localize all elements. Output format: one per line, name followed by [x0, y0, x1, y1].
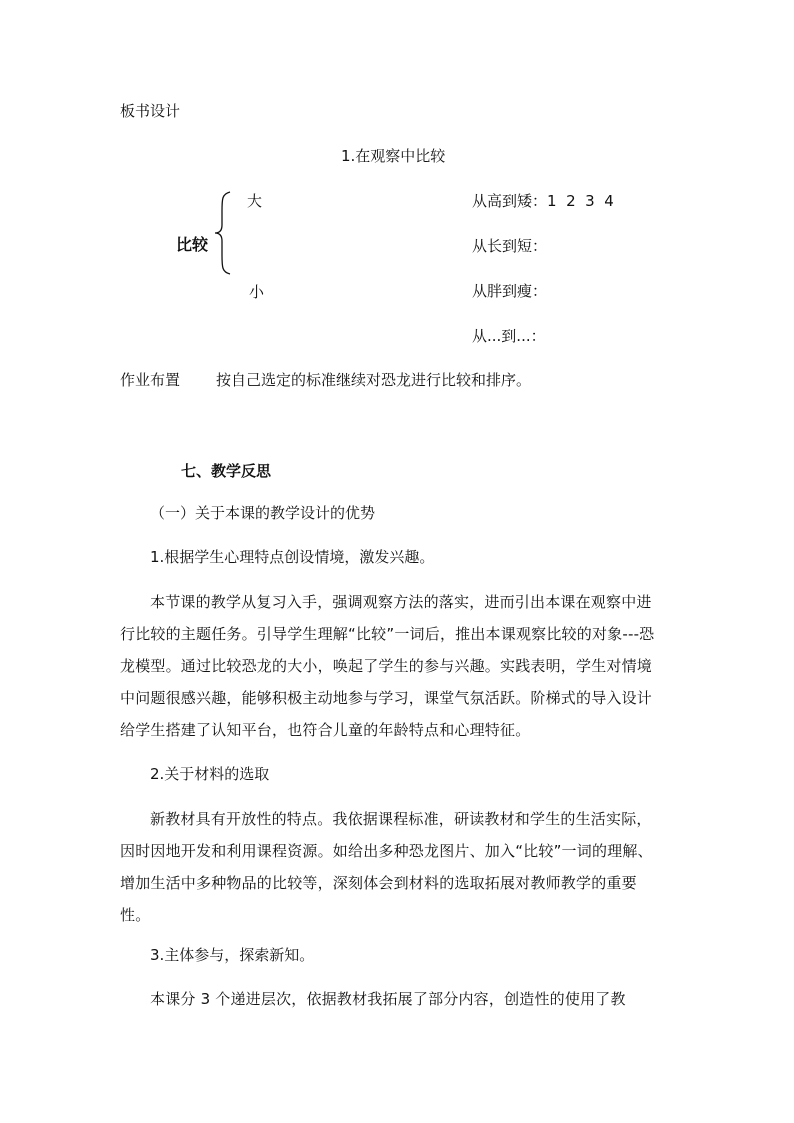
board-row: 从高到矮：1 2 3 4 — [472, 192, 614, 210]
reflection-subheading: （一）关于本课的教学设计的优势 — [150, 504, 376, 522]
homework-label: 作业布置 — [120, 371, 181, 389]
point-3-title: 3.主体参与，探索新知。 — [150, 946, 315, 964]
point-2-title: 2.关于材料的选取 — [150, 765, 270, 783]
point-3-text: 本课分 3 个递进层次，依据教材我拓展了部分内容，创造性的使用了教 — [150, 990, 626, 1008]
compare-label: 比较 — [176, 235, 209, 254]
big-label: 大 — [247, 192, 263, 210]
point-1-text: 本节课的教学从复习入手，强调观察方法的落实，进而引出本课在观察中进行比较的主题任务。引导学生理解“比较”一词后，推出本课观察比较的对象---恐龙模型。通过比较恐龙的大小，唤起了学生的参与兴趣。实践表明，学生对情境中问题很感兴趣，能够积极主动地参与学习，课堂气氛活跃。阶梯式的导入设计给学生搭建了认知平台，也符合儿童的年龄特点和心理特征。 — [120, 593, 655, 739]
reflection-heading: 七、教学反思 — [181, 462, 272, 480]
point-1-title: 1.根据学生心理特点创设情境，激发兴趣。 — [150, 548, 435, 566]
homework-text: 按自己选定的标准继续对恐龙进行比较和排序。 — [216, 371, 532, 389]
point-2-text: 新教材具有开放性的特点。我依据课程标准，研读教材和学生的生活实际，因时因地开发和利用课程资源。如给出多种恐龙图片、加入“比较”一词的理解、增加生活中多种物品的比较等，深刻体会到材料的选取拓展对教师教学的重要性。 — [120, 810, 653, 924]
board-row: 从...到...： — [472, 327, 546, 345]
board-row: 从胖到瘦： — [472, 282, 548, 300]
board-design-heading: 板书设计 — [120, 102, 181, 120]
board-row: 从长到短： — [472, 237, 548, 255]
left-brace — [214, 191, 234, 275]
small-label: 小 — [249, 283, 265, 301]
board-title: 1.在观察中比较 — [341, 147, 446, 165]
